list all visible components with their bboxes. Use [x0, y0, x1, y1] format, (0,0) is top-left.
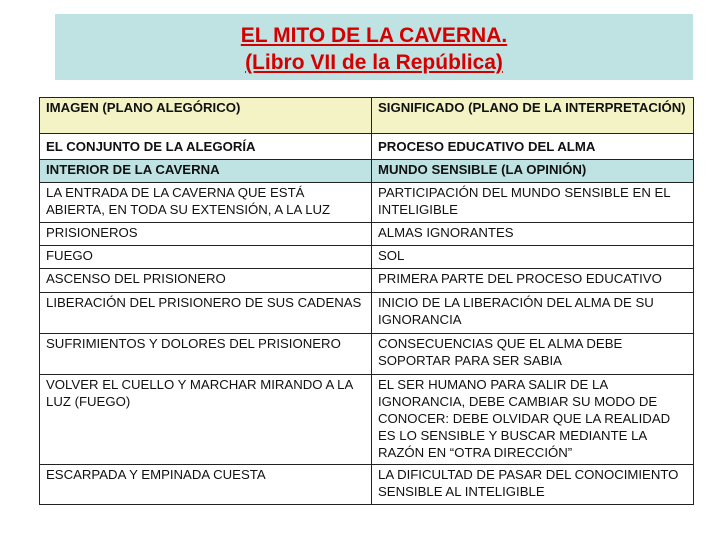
header-cell-significado: SIGNIFICADO (PLANO DE LA INTERPRETACIÓN)	[372, 98, 694, 134]
cell-imagen: ASCENSO DEL PRISIONERO	[40, 269, 372, 293]
cell-significado: EL SER HUMANO PARA SALIR DE LA IGNORANCIA, DEBE CAMBIAR SU MODO DE CONOCER: DEBE OLVIDAR QUE LA REALIDAD ES LO SENSIBLE Y BUSCAR MEDIANTE LA RAZÓN EN “OTRA DIRECCIÓN”	[372, 375, 694, 465]
cell-significado: ALMAS IGNORANTES	[372, 223, 694, 246]
cell-significado: LA DIFICULTAD DE PASAR DEL CONOCIMIENTO SENSIBLE AL INTELIGIBLE	[372, 465, 694, 505]
cell-significado: CONSECUENCIAS QUE EL ALMA DEBE SOPORTAR PARA SER SABIA	[372, 334, 694, 375]
table-row	[40, 246, 694, 269]
title-line-2: (Libro VII de la República)	[245, 51, 503, 74]
table-row	[40, 465, 694, 505]
table-row	[40, 293, 694, 334]
allegory-table	[39, 97, 694, 505]
cell-imagen: ESCARPADA Y EMPINADA CUESTA	[40, 465, 372, 505]
cell-imagen: LA ENTRADA DE LA CAVERNA QUE ESTÁ ABIERTA, EN TODA SU EXTENSIÓN, A LA LUZ	[40, 183, 372, 223]
table-row	[40, 183, 694, 223]
cell-imagen: PRISIONEROS	[40, 223, 372, 246]
cell-significado: PARTICIPACIÓN DEL MUNDO SENSIBLE EN EL INTELIGIBLE	[372, 183, 694, 223]
cell-significado: PRIMERA PARTE DEL PROCESO EDUCATIVO	[372, 269, 694, 293]
table-row	[40, 269, 694, 293]
cell-imagen: FUEGO	[40, 246, 372, 269]
cell-imagen: EL CONJUNTO DE LA ALEGORÍA	[40, 134, 372, 160]
cell-imagen: SUFRIMIENTOS Y DOLORES DEL PRISIONERO	[40, 334, 372, 375]
title-banner	[55, 14, 693, 80]
table-row	[40, 134, 694, 160]
cell-imagen: LIBERACIÓN DEL PRISIONERO DE SUS CADENAS	[40, 293, 372, 334]
cell-significado: INICIO DE LA LIBERACIÓN DEL ALMA DE SU IGNORANCIA	[372, 293, 694, 334]
table-row	[40, 334, 694, 375]
cell-imagen: INTERIOR DE LA CAVERNA	[40, 160, 372, 183]
cell-significado: MUNDO SENSIBLE (LA OPINIÓN)	[372, 160, 694, 183]
table-header-row	[40, 98, 694, 134]
table-row-highlight	[40, 160, 694, 183]
table-row	[40, 375, 694, 465]
table-row	[40, 223, 694, 246]
cell-imagen: VOLVER EL CUELLO Y MARCHAR MIRANDO A LA LUZ (FUEGO)	[40, 375, 372, 465]
header-cell-imagen: IMAGEN (PLANO ALEGÓRICO)	[40, 98, 372, 134]
cell-significado: SOL	[372, 246, 694, 269]
title-line-1: EL MITO DE LA CAVERNA.	[240, 24, 508, 47]
cell-significado: PROCESO EDUCATIVO DEL ALMA	[372, 134, 694, 160]
